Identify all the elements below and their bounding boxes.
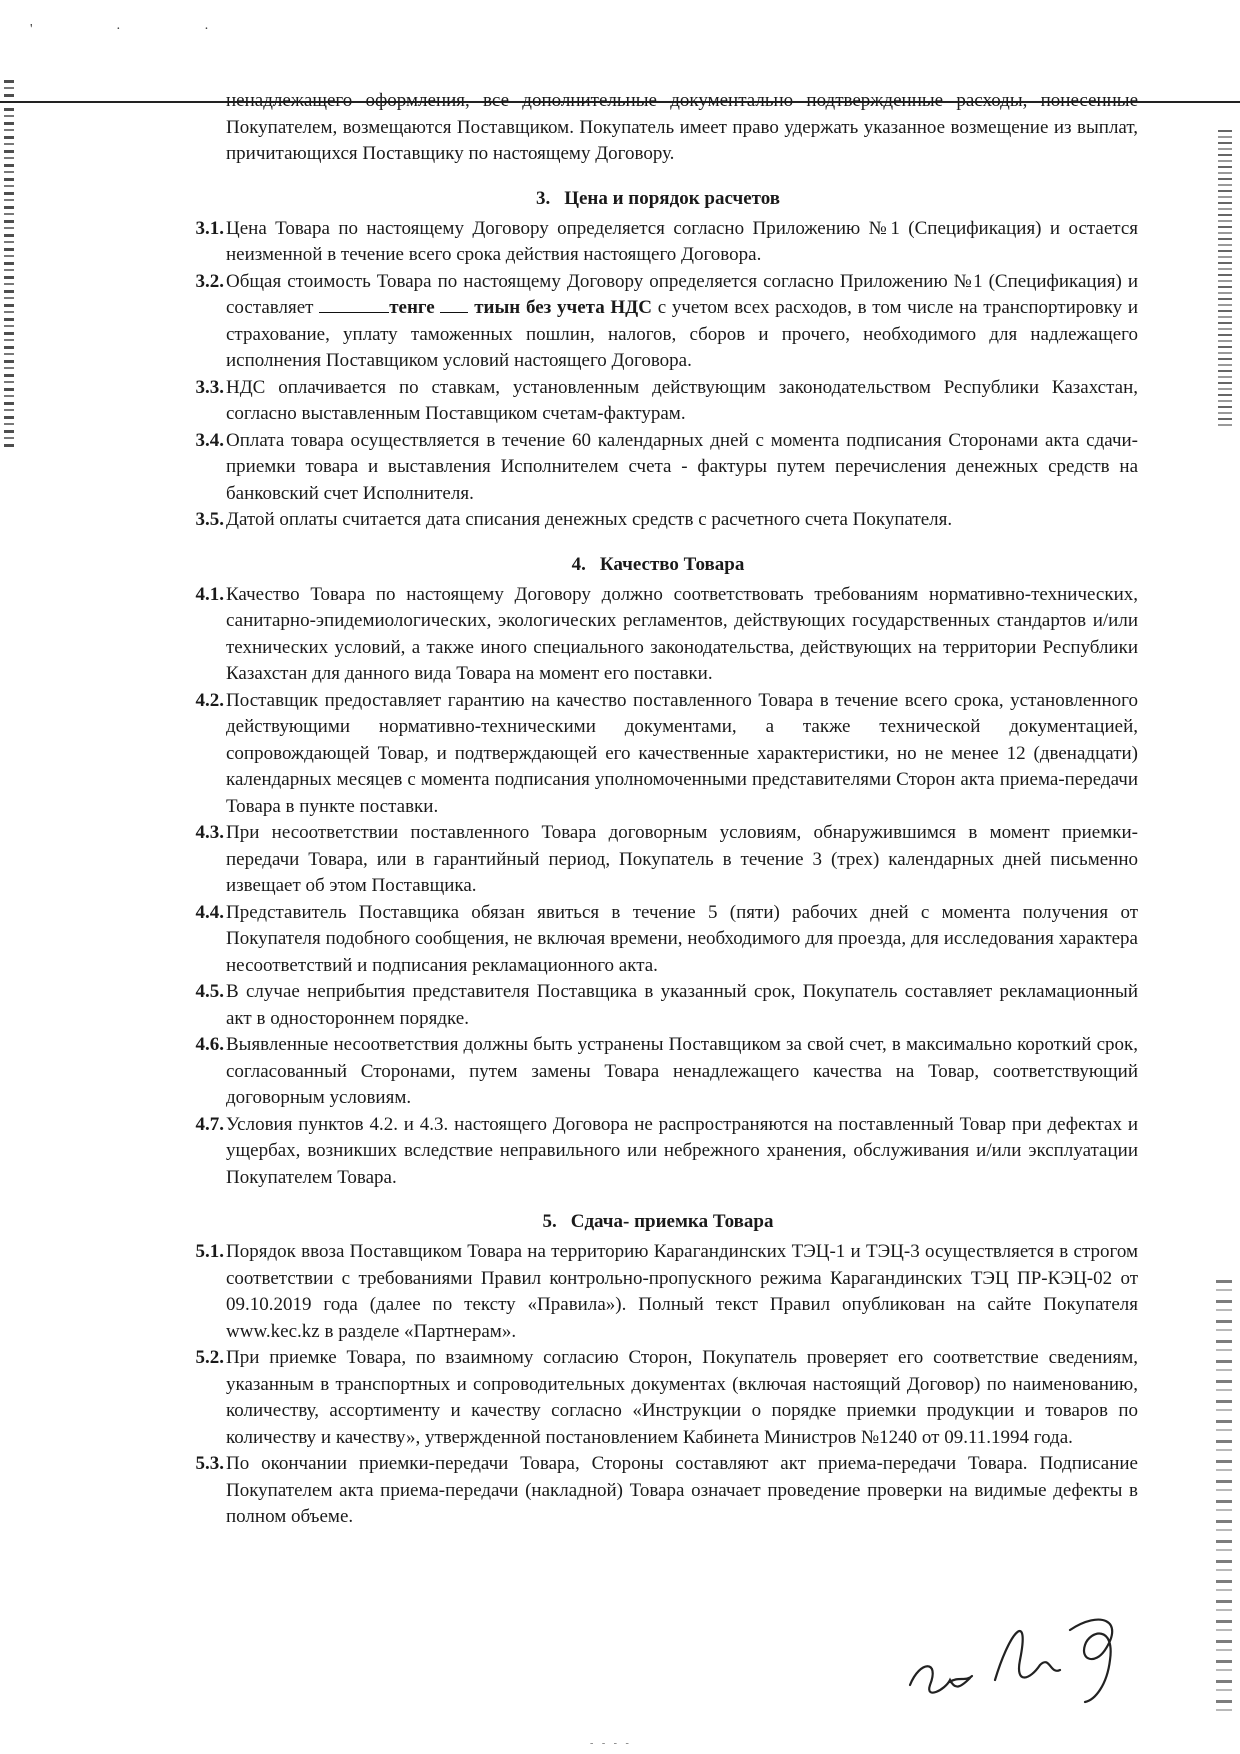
clause-number: 4.2. (195, 689, 224, 711)
document-body (178, 88, 1138, 1531)
clause-text (226, 269, 1138, 375)
section-title: Качество Товара (599, 553, 745, 575)
clause-3-2 (178, 269, 1138, 375)
intro-paragraph: ненадлежащего оформления, все дополнительные документально подтвержденные расходы, понесенные Покупателем, возмещаются Поставщиком. Покупатель имеет право удержать указанное возмещение из выплат, причитающихся Поставщику по настоящему Договору. (226, 90, 1138, 164)
clause-number: 4.5. (195, 981, 224, 1002)
clause-number: 4.7. (195, 1113, 224, 1135)
clause-text: Качество Товара по настоящему Договору должно соответствовать требованиям нормативно-технических, санитарно-эпидемиологических, экологических регламентов, действующих государственных стандартов и/или технических условий, а также иного специального законодательства, действующих на территории Республики Казахстан для данного вида Товара на момент его поставки. (226, 583, 1138, 684)
clause-number: 3.3. (195, 376, 224, 398)
scan-specks: ' · · (30, 22, 249, 37)
clause-number: 3.2. (195, 270, 224, 292)
price-blank (319, 297, 389, 313)
clause-5-2 (178, 1345, 1138, 1451)
clause-3-4 (178, 428, 1138, 508)
clause-3-5 (178, 507, 1138, 534)
clause-text: Поставщик предоставляет гарантию на качество поставленного Товара в течение всего срока, установленного действующими нормативно-техническими документами, а также технической документацией, сопровождающей Товар, и подтверждающей его качественные характеристики, но не менее 12 (двенадцати) календарных месяцев с момента подписания уполномоченными представителями Сторон акта приема-передачи Товара в пункте поставки. (226, 689, 1138, 817)
clause-text: Условия пунктов 4.2. и 4.3. настоящего Договора не распространяются на поставленный Товар при дефектах и ущербах, возникших вследствие неправильного или небрежного хранения, обслуживания и/или эксплуатации Покупателем Товара. (226, 1113, 1138, 1188)
clause-text-before: Общая стоимость Товара по настоящему Договору определяется согласно Приложению №1 (Спецификация) и составляет (226, 270, 1138, 318)
clause-3-3 (178, 375, 1138, 428)
section-heading-5 (178, 1209, 1138, 1235)
clause-text: По окончании приемки-передачи Товара, Стороны составляют акт приема-передачи Товара. Подписание Покупателем акта приема-передачи (накладной) Товара означает проведение проверки на видимые дефекты в полном объеме. (226, 1453, 1138, 1527)
clause-text: Представитель Поставщика обязан явиться в течение 5 (пяти) рабочих дней с момента получения от Покупателя подобного сообщения, не включая времени, необходимого для проезда, для исследования характера несоответствий и подписания рекламационного акта. (226, 901, 1138, 976)
section-title: Сдача- приемка Товара (570, 1211, 774, 1232)
clause-text: Выявленные несоответствия должны быть устранены Поставщиком за свой счет, в максимально короткий срок, согласованный Сторонами, путем замены Товара ненадлежащего качества на Товар, соответствующий договорным условиям. (226, 1034, 1138, 1108)
scan-mark: - - - - (590, 1738, 632, 1749)
clause-4-4 (178, 900, 1138, 980)
clause-text: В случае неприбытия представителя Поставщика в указанный срок, Покупатель составляет рекламационный акт в одностороннем порядке. (226, 981, 1138, 1029)
clause-4-1 (178, 582, 1138, 688)
clause-number: 3.5. (195, 509, 224, 530)
section-number: 4. (571, 553, 586, 575)
scan-edge-right-top (1218, 130, 1232, 430)
clause-text: При несоответствии поставленного Товара договорным условиям, обнаружившимся в момент приемки-передачи Товара, или в гарантийный период, Покупатель в течение 3 (трех) календарных дней письменно извещает об этом Поставщика. (226, 822, 1138, 896)
clause-4-5 (178, 979, 1138, 1032)
section-heading-4 (178, 552, 1138, 578)
clause-number: 3.4. (195, 429, 224, 451)
clause-number: 4.4. (195, 901, 224, 923)
scan-edge-right-bottom (1216, 1280, 1232, 1720)
clause-number: 4.6. (195, 1034, 224, 1055)
clause-3-1 (178, 216, 1138, 269)
signature-icon (900, 1590, 1140, 1710)
clause-4-7 (178, 1112, 1138, 1192)
clause-number: 4.3. (195, 822, 224, 843)
clause-number: 4.1. (195, 583, 224, 605)
clause-text-after: с учетом всех расходов, в том числе на транспортировку и страхование, уплату таможенных пошлин, налогов, сборов и прочего, необходимого для надлежащего исполнения Поставщиком условий настоящего Договора. (226, 297, 1139, 371)
clause-number: 5.2. (195, 1347, 224, 1368)
subunit-label: тиын без учета НДС (474, 297, 652, 318)
clause-4-2 (178, 688, 1138, 821)
clause-number: 5.1. (195, 1241, 224, 1262)
clause-number: 3.1. (195, 217, 224, 239)
clause-text: Порядок ввоза Поставщиком Товара на территорию Карагандинских ТЭЦ-1 и ТЭЦ-3 осуществляется в строгом соответствии с требованиями Правил контрольно-пропускного режима Карагандинских ТЭЦ ПР-КЭЦ-02 от 09.10.2019 года (далее по тексту «Правила»). Полный текст Правил опубликован на сайте Покупателя www.kec.kz в разделе «Партнерам». (226, 1241, 1138, 1342)
clause-5-1 (178, 1239, 1138, 1345)
currency-label: тенге (389, 297, 435, 318)
clause-text: Оплата товара осуществляется в течение 60 календарных дней с момента подписания Сторонами акта сдачи-приемки товара и выставления Исполнителем счета - фактуры путем перечисления денежных средств на банковский счет Исполнителя. (226, 429, 1138, 504)
clause-text: Цена Товара по настоящему Договору определяется согласно Приложению №1 (Спецификация) и остается неизменной в течение всего срока действия настоящего Договора. (226, 217, 1138, 265)
section-number: 5. (542, 1211, 557, 1232)
clause-text: При приемке Товара, по взаимному согласию Сторон, Покупатель проверяет его соответствие сведениям, указанным в транспортных и сопроводительных документах (включая настоящий Договор) по наименованию, количеству, ассортименту и качеству согласно «Инструкции о порядке приемки продукции и товаров по количеству и качеству», утвержденной постановлением Кабинета Министров №1240 от 09.11.1994 года. (226, 1347, 1138, 1448)
scan-edge-left (4, 80, 14, 450)
clause-4-6 (178, 1032, 1138, 1112)
subunit-blank (440, 297, 468, 313)
clause-number: 5.3. (195, 1453, 224, 1474)
section-number: 3. (535, 187, 551, 209)
clause-4-3 (178, 820, 1138, 900)
section-heading-3 (178, 186, 1138, 212)
clause-text: Датой оплаты считается дата списания денежных средств с расчетного счета Покупателя. (226, 509, 953, 530)
clause-5-3 (178, 1451, 1138, 1531)
section-title: Цена и порядок расчетов (564, 187, 781, 209)
clause-text: НДС оплачивается по ставкам, установленным действующим законодательством Республики Казахстан, согласно выставленным Поставщиком счетам-фактурам. (226, 376, 1138, 424)
